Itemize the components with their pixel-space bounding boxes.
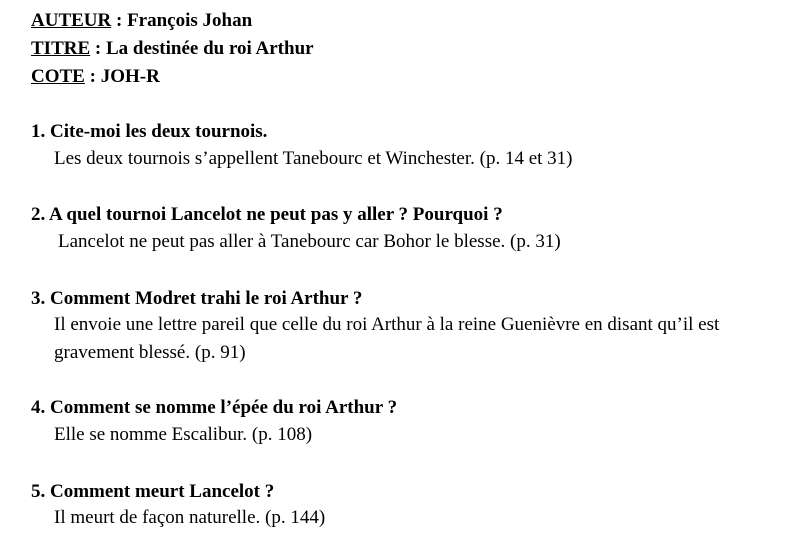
question-3: 3. Comment Modret trahi le roi Arthur ? <box>31 288 363 309</box>
call-number-separator: : <box>84 66 101 87</box>
title-key: TITRE <box>31 38 91 59</box>
title-line <box>31 38 314 60</box>
author-separator: : <box>111 10 128 31</box>
answer-2: Lancelot ne peut pas aller à Tanebourc car Bohor le blesse. (p. 31) <box>58 231 561 252</box>
question-1: 1. Cite-moi les deux tournois. <box>31 121 268 142</box>
call-number-key: COTE <box>31 66 85 87</box>
call-number-value: JOH-R <box>100 66 160 87</box>
author-key: AUTEUR <box>31 10 112 31</box>
question-2: 2. A quel tournoi Lancelot ne peut pas y aller ? Pourquoi ? <box>31 204 503 225</box>
title-value: La destinée du roi Arthur <box>105 38 314 59</box>
answer-4: Elle se nomme Escalibur. (p. 108) <box>54 424 313 445</box>
title-separator: : <box>90 38 106 59</box>
author-value: François Johan <box>127 10 253 31</box>
call-number-line <box>31 66 160 88</box>
answer-5: Il meurt de façon naturelle. (p. 144) <box>54 507 326 528</box>
answer-1: Les deux tournois s’appellent Tanebourc et Winchester. (p. 14 et 31) <box>54 148 573 169</box>
question-5: 5. Comment meurt Lancelot ? <box>31 481 275 502</box>
answer-3: Il envoie une lettre pareil que celle du roi Arthur à la reine Guenièvre en disant qu’il est gravement blessé. (p. 91) <box>54 314 720 363</box>
author-line <box>31 10 252 32</box>
question-4: 4. Comment se nomme l’épée du roi Arthur ? <box>31 397 398 418</box>
